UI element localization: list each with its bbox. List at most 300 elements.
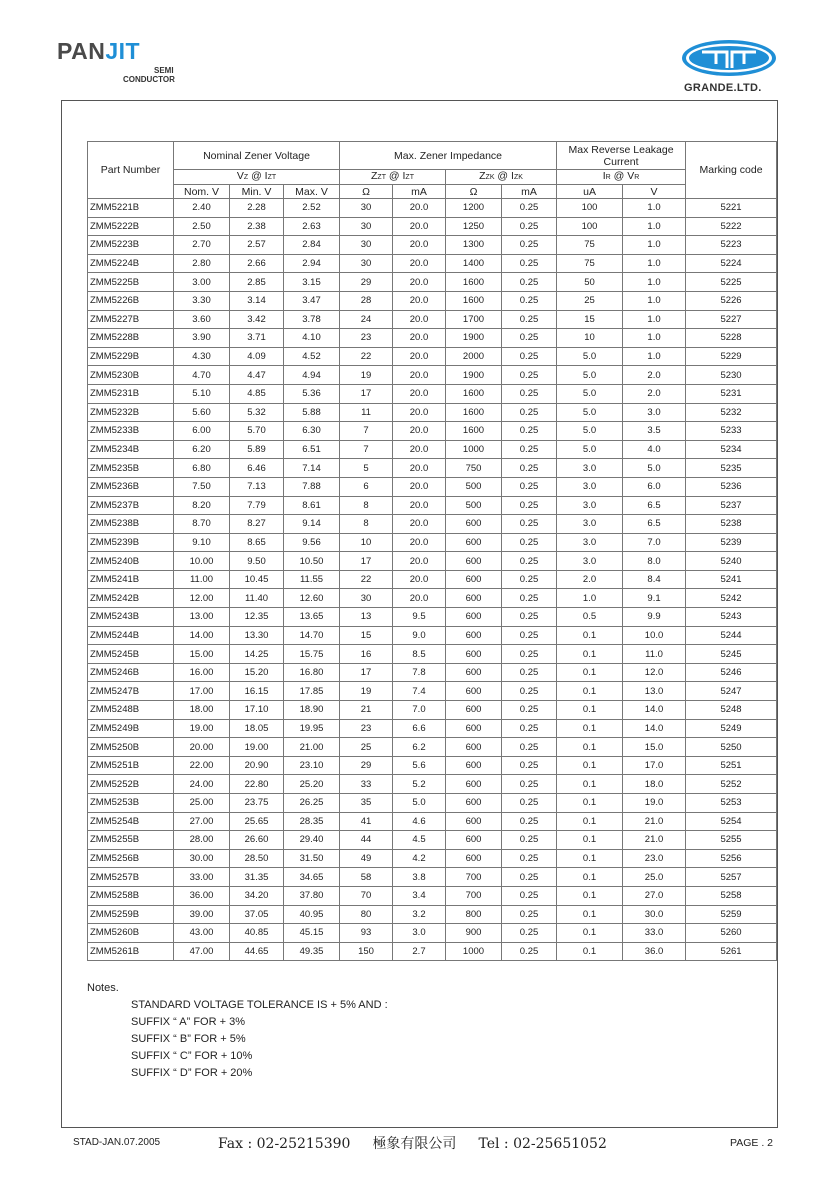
table-cell: 6.51	[284, 440, 340, 459]
table-cell: 5.0	[557, 403, 623, 422]
document-code: STAD-JAN.07.2005	[73, 1137, 161, 1148]
table-cell: 6.00	[174, 422, 230, 441]
table-cell: 19.00	[230, 738, 284, 757]
table-cell: 3.0	[557, 533, 623, 552]
table-cell: 0.25	[502, 701, 557, 720]
header-zzt-at-izt: ZZT @ IZT	[340, 170, 446, 185]
table-cell: 20.0	[393, 199, 446, 218]
table-cell: 17.00	[174, 682, 230, 701]
table-cell: 17	[340, 552, 393, 571]
table-cell: 5	[340, 459, 393, 478]
table-cell: 0.25	[502, 924, 557, 943]
table-cell: 26.60	[230, 831, 284, 850]
table-cell: 0.25	[502, 570, 557, 589]
table-cell: 2.57	[230, 236, 284, 255]
note-line: SUFFIX “ B” FOR + 5%	[131, 1033, 246, 1045]
header-zzk-at-izk: ZZK @ IZK	[446, 170, 557, 185]
table-cell: 2.80	[174, 254, 230, 273]
header-leakage-current: Max Reverse Leakage Current	[557, 142, 686, 170]
table-cell: 35	[340, 794, 393, 813]
unit-cell: mA	[502, 185, 557, 199]
table-cell: 30	[340, 236, 393, 255]
table-cell: 7.8	[393, 663, 446, 682]
part-number-cell: ZMM5250B	[88, 738, 174, 757]
table-cell: 9.56	[284, 533, 340, 552]
table-cell: 5226	[686, 291, 777, 310]
table-cell: 0.25	[502, 775, 557, 794]
table-cell: 11.00	[174, 570, 230, 589]
part-number-cell: ZMM5223B	[88, 236, 174, 255]
table-cell: 16	[340, 645, 393, 664]
table-cell: 5221	[686, 199, 777, 218]
table-cell: 49	[340, 849, 393, 868]
table-cell: 80	[340, 905, 393, 924]
table-cell: 19.0	[623, 794, 686, 813]
table-cell: 0.1	[557, 905, 623, 924]
table-cell: 0.1	[557, 942, 623, 961]
table-cell: 1.0	[623, 310, 686, 329]
table-cell: 1.0	[623, 254, 686, 273]
table-cell: 37.05	[230, 905, 284, 924]
table-cell: 0.1	[557, 756, 623, 775]
table-cell: 1.0	[623, 199, 686, 218]
table-row	[88, 812, 777, 831]
table-cell: 3.0	[557, 496, 623, 515]
table-cell: 4.2	[393, 849, 446, 868]
table-cell: 23	[340, 719, 393, 738]
table-cell: 20.00	[174, 738, 230, 757]
table-cell: 6.2	[393, 738, 446, 757]
table-row	[88, 199, 777, 218]
table-cell: 2.38	[230, 217, 284, 236]
table-cell: 2.70	[174, 236, 230, 255]
table-cell: 0.25	[502, 663, 557, 682]
table-cell: 8.20	[174, 496, 230, 515]
table-cell: 11.55	[284, 570, 340, 589]
table-cell: 5225	[686, 273, 777, 292]
table-row	[88, 515, 777, 534]
table-cell: 3.90	[174, 329, 230, 348]
part-number-cell: ZMM5243B	[88, 608, 174, 627]
fax-number: Fax : 02-25215390	[218, 1136, 351, 1152]
unit-cell: uA	[557, 185, 623, 199]
table-cell: 5261	[686, 942, 777, 961]
table-cell: 1600	[446, 403, 502, 422]
table-cell: 18.00	[174, 701, 230, 720]
panjit-logo	[57, 38, 187, 90]
table-cell: 3.15	[284, 273, 340, 292]
table-row	[88, 273, 777, 292]
table-cell: 23.75	[230, 794, 284, 813]
table-cell: 16.00	[174, 663, 230, 682]
table-cell: 1.0	[623, 217, 686, 236]
table-cell: 5235	[686, 459, 777, 478]
table-cell: 5237	[686, 496, 777, 515]
table-cell: 1.0	[623, 291, 686, 310]
table-cell: 0.25	[502, 384, 557, 403]
table-cell: 2.52	[284, 199, 340, 218]
part-number-cell: ZMM5236B	[88, 477, 174, 496]
table-cell: 100	[557, 217, 623, 236]
table-cell: 1.0	[623, 347, 686, 366]
table-cell: 600	[446, 775, 502, 794]
table-cell: 7.13	[230, 477, 284, 496]
table-row	[88, 626, 777, 645]
table-cell: 0.25	[502, 273, 557, 292]
table-row	[88, 663, 777, 682]
table-cell: 1000	[446, 440, 502, 459]
table-cell: 31.50	[284, 849, 340, 868]
table-cell: 600	[446, 794, 502, 813]
table-cell: 750	[446, 459, 502, 478]
table-cell: 17	[340, 384, 393, 403]
table-cell: 5227	[686, 310, 777, 329]
table-cell: 5236	[686, 477, 777, 496]
table-cell: 15.75	[284, 645, 340, 664]
table-cell: 5249	[686, 719, 777, 738]
table-cell: 12.00	[174, 589, 230, 608]
table-cell: 3.8	[393, 868, 446, 887]
table-cell: 0.25	[502, 608, 557, 627]
part-number-cell: ZMM5251B	[88, 756, 174, 775]
table-cell: 12.0	[623, 663, 686, 682]
table-cell: 500	[446, 496, 502, 515]
table-cell: 8.5	[393, 645, 446, 664]
table-cell: 1600	[446, 384, 502, 403]
part-number-cell: ZMM5257B	[88, 868, 174, 887]
table-cell: 23.10	[284, 756, 340, 775]
table-cell: 14.70	[284, 626, 340, 645]
table-cell: 3.0	[557, 515, 623, 534]
table-cell: 0.25	[502, 217, 557, 236]
part-number-cell: ZMM5254B	[88, 812, 174, 831]
table-row	[88, 775, 777, 794]
table-cell: 5253	[686, 794, 777, 813]
table-cell: 13	[340, 608, 393, 627]
table-cell: 6.5	[623, 496, 686, 515]
table-cell: 47.00	[174, 942, 230, 961]
table-cell: 27.00	[174, 812, 230, 831]
table-cell: 0.1	[557, 663, 623, 682]
table-cell: 1400	[446, 254, 502, 273]
note-line: SUFFIX “ D” FOR + 20%	[131, 1067, 253, 1079]
table-cell: 5.0	[557, 366, 623, 385]
table-cell: 5228	[686, 329, 777, 348]
table-cell: 5.89	[230, 440, 284, 459]
table-cell: 600	[446, 756, 502, 775]
table-cell: 15	[340, 626, 393, 645]
part-number-cell: ZMM5252B	[88, 775, 174, 794]
table-cell: 900	[446, 924, 502, 943]
table-cell: 600	[446, 515, 502, 534]
table-cell: 5257	[686, 868, 777, 887]
table-cell: 43.00	[174, 924, 230, 943]
table-cell: 8.0	[623, 552, 686, 571]
table-cell: 5246	[686, 663, 777, 682]
table-cell: 4.5	[393, 831, 446, 850]
table-cell: 15.0	[623, 738, 686, 757]
table-cell: 26.25	[284, 794, 340, 813]
table-cell: 9.50	[230, 552, 284, 571]
part-number-cell: ZMM5249B	[88, 719, 174, 738]
table-cell: 0.1	[557, 924, 623, 943]
table-cell: 5.70	[230, 422, 284, 441]
table-cell: 8	[340, 496, 393, 515]
table-cell: 6.5	[623, 515, 686, 534]
table-cell: 39.00	[174, 905, 230, 924]
table-cell: 0.1	[557, 775, 623, 794]
table-cell: 30	[340, 589, 393, 608]
table-cell: 5230	[686, 366, 777, 385]
table-row	[88, 347, 777, 366]
table-cell: 5243	[686, 608, 777, 627]
table-cell: 2.63	[284, 217, 340, 236]
table-cell: 1000	[446, 942, 502, 961]
table-cell: 1600	[446, 273, 502, 292]
table-cell: 18.0	[623, 775, 686, 794]
table-cell: 2.40	[174, 199, 230, 218]
table-cell: 150	[340, 942, 393, 961]
table-cell: 6.0	[623, 477, 686, 496]
table-row	[88, 868, 777, 887]
table-row	[88, 905, 777, 924]
table-cell: 0.1	[557, 849, 623, 868]
table-cell: 1200	[446, 199, 502, 218]
notes-heading: Notes.	[87, 982, 119, 994]
table-cell: 3.4	[393, 886, 446, 905]
table-cell: 0.25	[502, 589, 557, 608]
table-cell: 0.25	[502, 849, 557, 868]
table-cell: 20.0	[393, 440, 446, 459]
table-cell: 5.0	[557, 440, 623, 459]
part-number-cell: ZMM5247B	[88, 682, 174, 701]
table-cell: 9.10	[174, 533, 230, 552]
table-cell: 0.1	[557, 794, 623, 813]
table-cell: 7.14	[284, 459, 340, 478]
part-number-cell: ZMM5229B	[88, 347, 174, 366]
table-cell: 21.0	[623, 812, 686, 831]
table-cell: 0.25	[502, 199, 557, 218]
table-row	[88, 924, 777, 943]
table-cell: 40.85	[230, 924, 284, 943]
table-cell: 0.25	[502, 905, 557, 924]
table-cell: 3.14	[230, 291, 284, 310]
table-cell: 30	[340, 217, 393, 236]
table-cell: 14.0	[623, 701, 686, 720]
table-cell: 600	[446, 831, 502, 850]
table-cell: 20.0	[393, 403, 446, 422]
table-cell: 29	[340, 756, 393, 775]
part-number-cell: ZMM5233B	[88, 422, 174, 441]
table-cell: 0.25	[502, 366, 557, 385]
part-number-cell: ZMM5255B	[88, 831, 174, 850]
table-cell: 20.0	[393, 217, 446, 236]
table-cell: 13.0	[623, 682, 686, 701]
table-cell: 7.88	[284, 477, 340, 496]
table-cell: 22	[340, 570, 393, 589]
table-cell: 5229	[686, 347, 777, 366]
table-cell: 4.85	[230, 384, 284, 403]
table-cell: 17.85	[284, 682, 340, 701]
table-cell: 0.1	[557, 626, 623, 645]
table-cell: 12.35	[230, 608, 284, 627]
table-cell: 5.0	[557, 422, 623, 441]
table-cell: 37.80	[284, 886, 340, 905]
table-cell: 49.35	[284, 942, 340, 961]
table-cell: 0.25	[502, 738, 557, 757]
table-cell: 2.84	[284, 236, 340, 255]
table-cell: 5.0	[557, 347, 623, 366]
table-cell: 2.0	[623, 384, 686, 403]
table-cell: 0.25	[502, 812, 557, 831]
table-cell: 5232	[686, 403, 777, 422]
table-cell: 5250	[686, 738, 777, 757]
table-cell: 0.25	[502, 886, 557, 905]
table-cell: 15.20	[230, 663, 284, 682]
unit-cell: Nom. V	[174, 185, 230, 199]
table-cell: 29	[340, 273, 393, 292]
table-cell: 3.47	[284, 291, 340, 310]
table-row	[88, 477, 777, 496]
table-cell: 0.1	[557, 831, 623, 850]
table-cell: 0.1	[557, 645, 623, 664]
table-cell: 18.05	[230, 719, 284, 738]
table-cell: 600	[446, 738, 502, 757]
table-row	[88, 384, 777, 403]
table-cell: 600	[446, 849, 502, 868]
table-cell: 19.00	[174, 719, 230, 738]
table-cell: 11	[340, 403, 393, 422]
table-cell: 0.25	[502, 868, 557, 887]
table-cell: 0.25	[502, 719, 557, 738]
table-cell: 5255	[686, 831, 777, 850]
table-cell: 9.5	[393, 608, 446, 627]
table-row	[88, 645, 777, 664]
table-cell: 25.20	[284, 775, 340, 794]
table-cell: 28.50	[230, 849, 284, 868]
table-cell: 20.0	[393, 347, 446, 366]
table-cell: 6.80	[174, 459, 230, 478]
table-cell: 0.1	[557, 719, 623, 738]
table-cell: 33.00	[174, 868, 230, 887]
part-number-cell: ZMM5246B	[88, 663, 174, 682]
table-cell: 20.0	[393, 533, 446, 552]
grande-wordmark: GRANDE.LTD.	[684, 82, 762, 94]
table-cell: 1.0	[623, 329, 686, 348]
table-cell: 0.25	[502, 347, 557, 366]
table-cell: 3.60	[174, 310, 230, 329]
tel-number: Tel : 02-25651052	[478, 1136, 607, 1152]
table-cell: 4.70	[174, 366, 230, 385]
table-cell: 0.25	[502, 756, 557, 775]
table-cell: 0.25	[502, 831, 557, 850]
table-row	[88, 886, 777, 905]
table-cell: 9.1	[623, 589, 686, 608]
table-cell: 5.0	[623, 459, 686, 478]
table-cell: 5259	[686, 905, 777, 924]
table-cell: 5242	[686, 589, 777, 608]
table-cell: 500	[446, 477, 502, 496]
part-number-cell: ZMM5238B	[88, 515, 174, 534]
table-cell: 28	[340, 291, 393, 310]
table-cell: 5.10	[174, 384, 230, 403]
table-cell: 0.1	[557, 738, 623, 757]
note-line: STANDARD VOLTAGE TOLERANCE IS + 5% AND :	[131, 999, 388, 1011]
table-cell: 44	[340, 831, 393, 850]
table-cell: 5233	[686, 422, 777, 441]
table-cell: 5.0	[557, 384, 623, 403]
part-number-cell: ZMM5245B	[88, 645, 174, 664]
table-row	[88, 794, 777, 813]
table-row	[88, 217, 777, 236]
table-cell: 30	[340, 199, 393, 218]
table-cell: 3.5	[623, 422, 686, 441]
part-number-cell: ZMM5224B	[88, 254, 174, 273]
table-cell: 13.00	[174, 608, 230, 627]
table-cell: 3.0	[557, 459, 623, 478]
table-cell: 0.25	[502, 794, 557, 813]
part-number-cell: ZMM5260B	[88, 924, 174, 943]
part-number-cell: ZMM5253B	[88, 794, 174, 813]
header-part-number: Part Number	[88, 142, 174, 199]
table-cell: 20.0	[393, 384, 446, 403]
part-number-cell: ZMM5231B	[88, 384, 174, 403]
table-cell: 3.0	[557, 552, 623, 571]
unit-cell: Ω	[340, 185, 393, 199]
table-cell: 5222	[686, 217, 777, 236]
table-cell: 5251	[686, 756, 777, 775]
table-cell: 1300	[446, 236, 502, 255]
table-cell: 0.1	[557, 812, 623, 831]
table-cell: 28.35	[284, 812, 340, 831]
table-row	[88, 682, 777, 701]
table-cell: 0.25	[502, 626, 557, 645]
table-cell: 0.25	[502, 254, 557, 273]
table-row	[88, 496, 777, 515]
table-cell: 600	[446, 570, 502, 589]
table-cell: 3.2	[393, 905, 446, 924]
part-number-cell: ZMM5261B	[88, 942, 174, 961]
table-cell: 3.30	[174, 291, 230, 310]
table-row	[88, 533, 777, 552]
table-cell: 2.50	[174, 217, 230, 236]
table-cell: 20.0	[393, 496, 446, 515]
header-units-row	[88, 185, 777, 199]
table-cell: 5260	[686, 924, 777, 943]
table-row	[88, 552, 777, 571]
table-cell: 0.1	[557, 701, 623, 720]
table-cell: 5234	[686, 440, 777, 459]
table-row	[88, 831, 777, 850]
logo-text-jit: JIT	[105, 38, 141, 64]
table-cell: 8.65	[230, 533, 284, 552]
table-cell: 1900	[446, 366, 502, 385]
table-row	[88, 403, 777, 422]
table-cell: 17	[340, 663, 393, 682]
table-row	[88, 236, 777, 255]
table-cell: 11.0	[623, 645, 686, 664]
table-cell: 20.0	[393, 366, 446, 385]
table-cell: 30.0	[623, 905, 686, 924]
table-cell: 50	[557, 273, 623, 292]
table-cell: 5.36	[284, 384, 340, 403]
table-cell: 9.9	[623, 608, 686, 627]
page-number: PAGE . 2	[730, 1137, 773, 1149]
table-cell: 36.0	[623, 942, 686, 961]
table-cell: 22	[340, 347, 393, 366]
table-cell: 45.15	[284, 924, 340, 943]
unit-cell: Min. V	[230, 185, 284, 199]
